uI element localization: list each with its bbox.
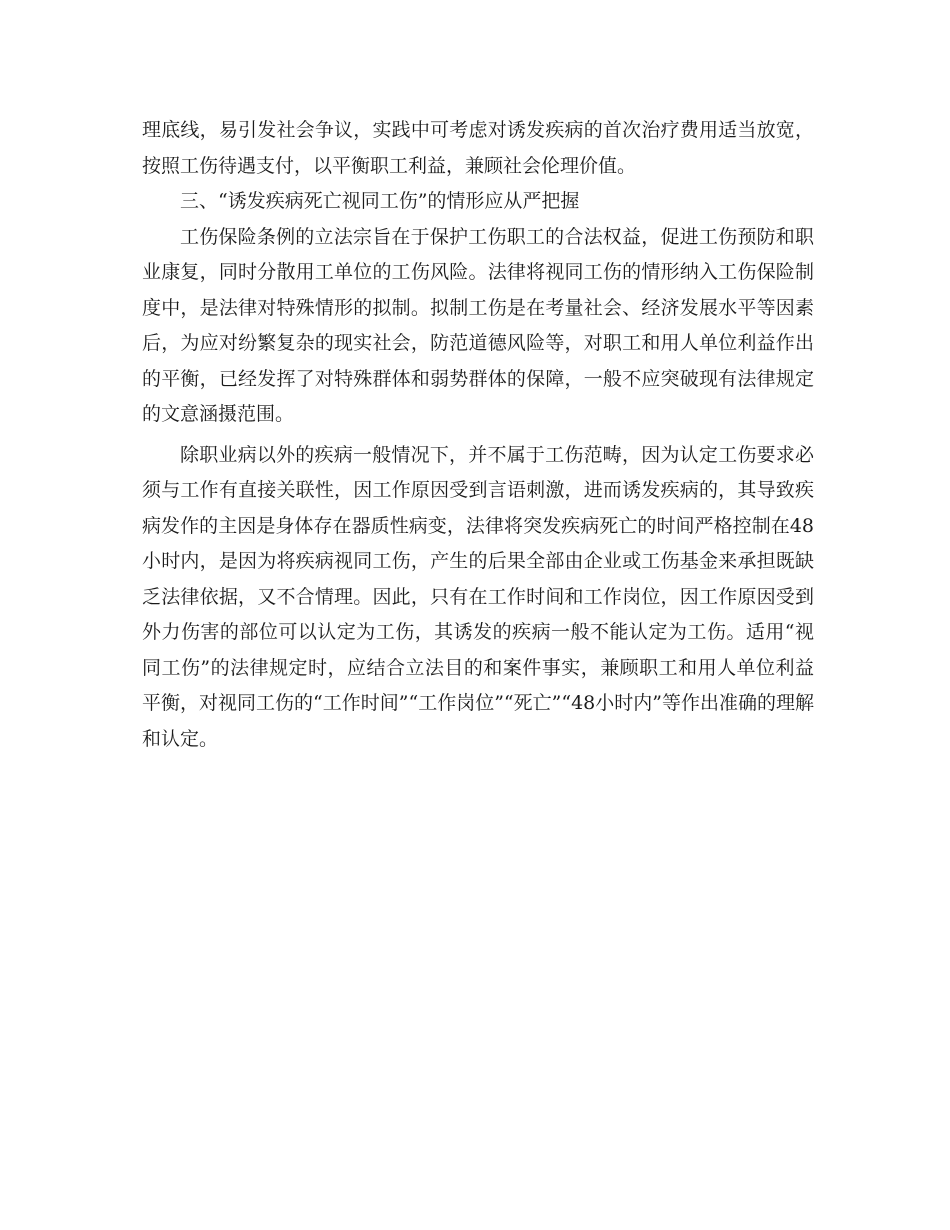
paragraph-continuation: 理底线，易引发社会争议，实践中可考虑对诱发疾病的首次治疗费用适当放宽，按照工伤待遇支付，以平衡职工利益，兼顾社会伦理价值。 — [142, 119, 814, 177]
paragraph-legislative-purpose: 工伤保险条例的立法宗旨在于保护工伤职工的合法权益，促进工伤预防和职业康复，同时分散用工单位的工伤风险。法律将视同工伤的情形纳入工伤保险制度中，是法律对特殊情形的拟制。拟制工伤是在考量社会、经济发展水平等因素后，为应对纷繁复杂的现实社会，防范道德风险等，对职工和用人单位利益作出的平衡，已经发挥了对特殊群体和弱势群体的保障，一般不应突破现有法律规定的文意涵摄范围。 — [142, 225, 814, 425]
section-heading-three: 三、“诱发疾病死亡视同工伤”的情形应从严把握 — [180, 190, 580, 212]
paragraph-disease-analysis: 除职业病以外的疾病一般情况下，并不属于工伤范畴，因为认定工伤要求必须与工作有直接关联性，因工作原因受到言语刺激，进而诱发疾病的，其导致疾病发作的主因是身体存在器质性病变，法律将突发疾病死亡的时间严格控制在48小时内，是因为将疾病视同工伤，产生的后果全部由企业或工伤基金来承担既缺乏法律依据，又不合情理。因此，只有在工作时间和工作岗位，因工作原因受到外力伤害的部位可以认定为工伤，其诱发的疾病一般不能认定为工伤。适用“视同工伤”的法律规定时，应结合立法目的和案件事实，兼顾职工和用人单位利益平衡，对视同工伤的“工作时间”“工作岗位”“死亡”“48小时内”等作出准确的理解和认定。 — [142, 443, 814, 750]
document-body — [142, 113, 814, 757]
